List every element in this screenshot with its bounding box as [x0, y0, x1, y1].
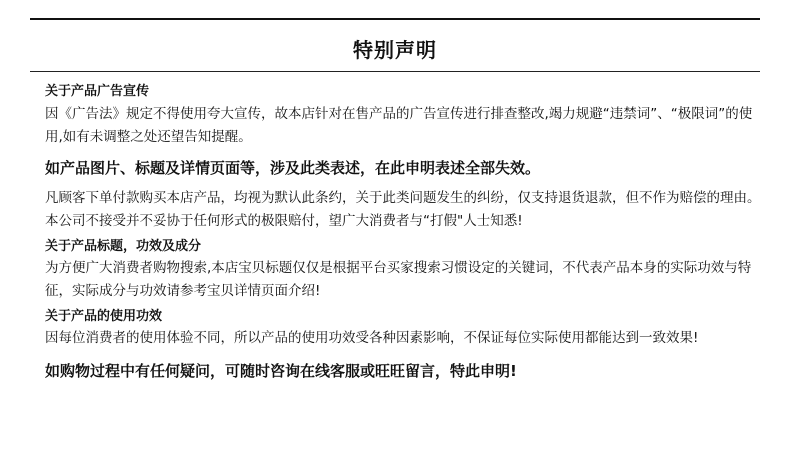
page-title: 特别声明: [353, 38, 437, 62]
section-advertising: [45, 83, 768, 149]
invalidation-statement: 如产品图片、标题及详情页面等，涉及此类表述，在此申明表述全部失效。: [45, 159, 541, 177]
section-title-efficacy: [45, 238, 768, 303]
section-body: 为方便广大消费者购物搜索,本店宝贝标题仅仅是根据平台买家搜索习惯设定的关键词，不代表产品本身的实际功效与特征，实际成分与功效请参考宝贝详情页面介绍!: [45, 260, 752, 299]
top-divider: [30, 18, 760, 20]
declaration-content: [45, 81, 768, 382]
title-divider: [30, 71, 760, 72]
section-heading: 关于产品的使用功效: [45, 309, 163, 324]
section-heading: 关于产品广告宣传: [45, 84, 150, 99]
order-terms-paragraph: 凡顾客下单付款购买本店产品，均视为默认此条约，关于此类问题发生的纠纷，仅支持退货退款，但不作为赔偿的理由。本公司不接受并不妥协于任何形式的极限赔付，望广大消费者与“打假"人士知悉!: [45, 190, 761, 229]
section-usage-efficacy: [45, 308, 768, 350]
section-body: 因每位消费者的使用体验不同，所以产品的使用功效受各种因素影响，不保证每位实际使用都能达到一致效果!: [45, 330, 699, 346]
contact-statement: 如购物过程中有任何疑问，可随时咨询在线客服或旺旺留言，特此申明!: [45, 362, 517, 380]
section-body: 因《广告法》规定不得使用夸大宣传，故本店针对在售产品的广告宣传进行排查整改,竭力规避“违禁词”、“极限词”的使用,如有未调整之处还望告知提醒。: [45, 106, 753, 145]
section-heading: 关于产品标题，功效及成分: [45, 239, 202, 254]
